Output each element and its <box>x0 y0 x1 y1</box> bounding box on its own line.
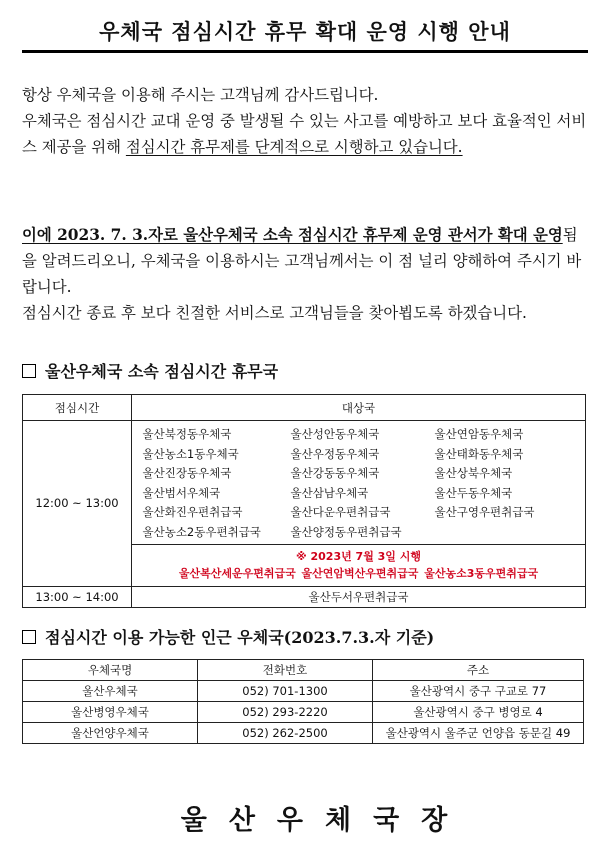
time-cell: 12:00 ~ 13:00 <box>23 421 132 587</box>
table-row <box>23 723 584 744</box>
new-closure-offices: 울산복산세운우편취급국 울산연암벽산우편취급국 울산농소3동우편취급국 <box>178 566 539 580</box>
office-phone: 052) 262-2500 <box>198 723 373 744</box>
intro-line1: 항상 우체국을 이용해 주시는 고객님께 감사드립니다. <box>22 86 379 104</box>
office-name: 울산우정동우체국 <box>290 446 380 461</box>
office-name: 울산다운우편취급국 <box>290 505 391 520</box>
office-name: 울산태화동우체국 <box>434 446 524 461</box>
intro-underlined: 점심시간 휴무제를 단계적으로 시행하고 있습니다. <box>125 138 463 156</box>
office-name: 울산화진우편취급국 <box>142 505 243 520</box>
nearby-office-table <box>22 659 584 744</box>
office-grid <box>132 421 585 544</box>
office-name: 울산농소2동우편취급국 <box>142 524 261 539</box>
new-closure-date: ※ 2023년 7월 3일 시행 <box>295 549 422 563</box>
office-name: 울산연암동우체국 <box>434 427 524 441</box>
office-name: 울산성안동우체국 <box>290 427 380 441</box>
intro-line2: 우체국은 점심시간 교대 운영 중 발생될 수 있는 사고를 예방하고 보다 효율적인 서비스 제공을 위해 <box>22 112 587 156</box>
section2-title: 점심시간 이용 가능한 인근 우체국(2023.7.3.자 기준) <box>45 628 435 647</box>
office-name: 울산우체국 <box>23 681 198 702</box>
office-name: 울산농소1동우체국 <box>142 446 239 461</box>
office-name: 울산강동동우체국 <box>290 466 380 481</box>
title-block <box>22 18 588 53</box>
section1-title: 울산우체국 소속 점심시간 휴무국 <box>45 362 279 381</box>
office-phone: 052) 701-1300 <box>198 681 373 702</box>
notice-emphasis: 이에 2023. 7. 3.자로 울산우체국 소속 점심시간 휴무제 운영 관서가 확대 운영 <box>22 226 563 244</box>
notice-rest: 됨을 알려드리오니, 우체국을 이용하시는 고객님께서는 이 점 널리 양해하여 주시기 바랍니다. <box>22 226 582 296</box>
office-address: 울산광역시 중구 병영로 4 <box>373 702 584 723</box>
office-phone: 052) 293-2220 <box>198 702 373 723</box>
office-cell: 울산두서우편취급국 <box>132 586 586 607</box>
table-row <box>23 681 584 702</box>
office-address: 울산광역시 중구 구교로 77 <box>373 681 584 702</box>
office-name: 울산상북우체국 <box>434 466 513 481</box>
office-name: 울산범서우체국 <box>142 485 221 500</box>
table-header-row <box>23 660 584 681</box>
table-header-row <box>23 395 586 421</box>
new-closure-cell <box>132 544 586 586</box>
office-name: 울산삼남우체국 <box>290 485 369 500</box>
office-name: 울산북정동우체국 <box>142 427 232 441</box>
issuer-signature: 울산우체국장 <box>180 805 470 836</box>
section2-heading <box>22 626 434 650</box>
notice-paragraph <box>22 222 590 326</box>
section1-heading <box>22 360 278 384</box>
intro-paragraph <box>22 82 590 160</box>
office-name: 울산진장동우체국 <box>142 466 232 481</box>
page-title: 우체국 점심시간 휴무 확대 운영 시행 안내 <box>99 20 511 44</box>
office-name: 울산두동우체국 <box>434 485 513 500</box>
table-row <box>23 586 586 607</box>
header-target-office: 대상국 <box>132 395 586 421</box>
header-address: 주소 <box>373 660 584 681</box>
table-row <box>23 421 586 545</box>
office-name <box>435 523 575 543</box>
header-phone: 전화번호 <box>198 660 373 681</box>
checkbox-square-icon <box>22 630 36 644</box>
office-name: 울산병영우체국 <box>23 702 198 723</box>
office-name: 울산언양우체국 <box>23 723 198 744</box>
notice-closing: 점심시간 종료 후 보다 친절한 서비스로 고객님들을 찾아뵙도록 하겠습니다. <box>22 304 527 322</box>
office-name: 울산양정동우편취급국 <box>290 524 402 539</box>
time-cell: 13:00 ~ 14:00 <box>23 586 132 607</box>
closure-table <box>22 394 586 608</box>
office-address: 울산광역시 울주군 언양읍 동문길 49 <box>373 723 584 744</box>
title-underline <box>22 50 588 53</box>
header-office-name: 우체국명 <box>23 660 198 681</box>
checkbox-square-icon <box>22 364 36 378</box>
office-name: 울산구영우편취급국 <box>434 505 535 520</box>
office-list-cell <box>132 421 586 545</box>
header-lunch-time: 점심시간 <box>23 395 132 421</box>
table-row <box>23 702 584 723</box>
